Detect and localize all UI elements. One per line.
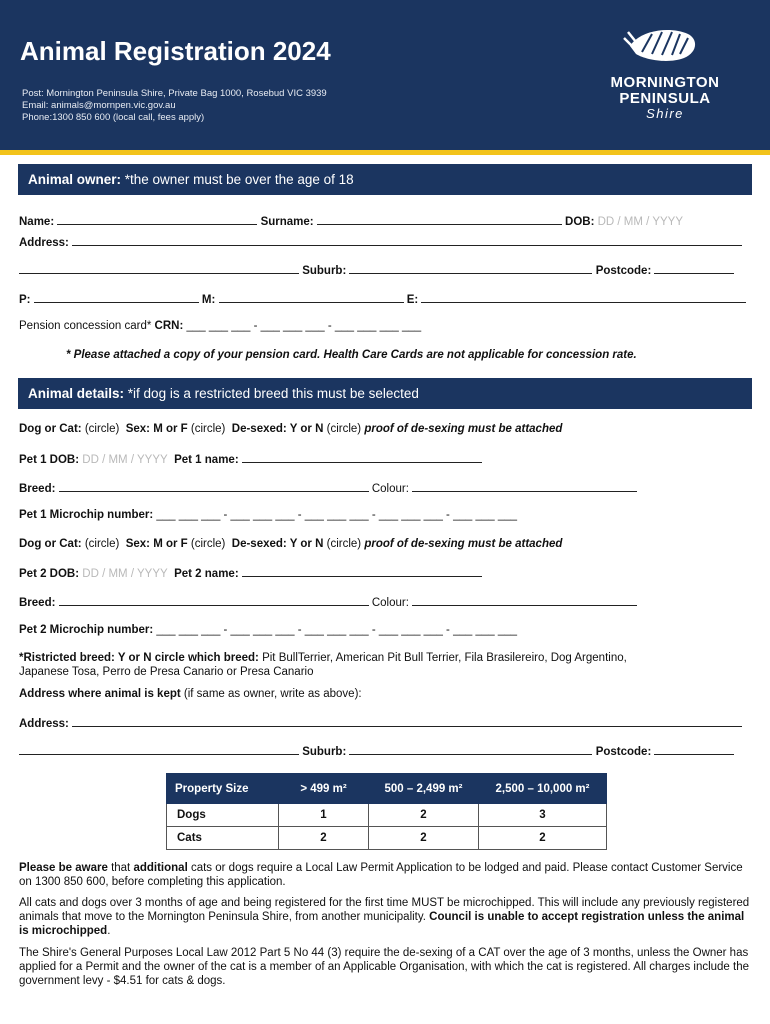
note-permit-bold-1: Please be aware [19,862,108,874]
table-cell: Cats [167,827,279,850]
email-label: E: [406,294,419,306]
note-desexing-text: The Shire's General Purposes Local Law 2012 Part 5 No 44 (3) require the de-sexing of a CAT over the age of 3 months, unless the Owner has applied for a Permit and the owner of the cat is a member of an Applicable Organisation, with which the cat is registered. All charges include the government levy - $4.51 for cats & dogs. [19,947,750,987]
table-row [167,804,607,827]
note-permit [19,861,754,889]
pet1-dob-field[interactable]: DD / MM / YYYY [82,454,168,466]
pet1-sex-circle-note: (circle) [190,423,226,435]
note-permit-text-2: cats or dogs require a Local Law Permit Application to be lodged and paid. Please contact Customer Service on 1300 850 600, before completing this application. [19,862,743,888]
contact-post: Post: Mornington Peninsula Shire, Private Bag 1000, Rosebud VIC 3939 [22,88,327,99]
owner-section-subtitle: *the owner must be over the age of 18 [124,172,354,187]
pet1-microchip-field[interactable]: ___ ___ ___ - ___ ___ ___ - ___ ___ ___ - ___ ___ ___ - ___ ___ ___ [156,509,518,521]
owner-contact-row [19,292,746,306]
table-header: 500 – 2,499 m² [369,774,479,804]
pet1-desexed-circle-note: (circle) [326,423,362,435]
pet2-desexed-note: proof of de-sexing must be attached [364,538,563,550]
shire-logo [590,24,740,134]
contact-email: Email: animals@mornpen.vic.gov.au [22,100,176,111]
table-cell: 2 [479,827,607,850]
pet2-sex-label[interactable]: Sex: M or F [125,538,188,550]
crn-field[interactable]: ___ ___ ___ - ___ ___ ___ - ___ ___ ___ ___ [186,320,422,332]
owner-dob-field[interactable]: DD / MM / YYYY [597,216,684,228]
restricted-breed-row-2 [19,666,313,678]
pet2-breed-field[interactable] [59,595,369,606]
suburb-field[interactable] [349,263,592,274]
pet1-microchip-label: Pet 1 Microchip number: [19,509,154,521]
pet1-desexed-note: proof of de-sexing must be attached [364,423,563,435]
pet2-microchip-row [19,624,517,636]
shell-icon [622,24,702,64]
kept-address-line-2-field[interactable] [19,744,299,755]
note-permit-bold-2: additional [133,862,188,874]
owner-dob-label: DOB: [565,216,595,228]
animal-section-subtitle: *if dog is a restricted breed this must be selected [127,386,419,401]
kept-suburb-field[interactable] [349,744,592,755]
pension-row [19,320,421,332]
kept-postcode-label: Postcode: [595,746,652,758]
note-permit-text-1: that [107,862,134,874]
pet2-sex-circle-note: (circle) [190,538,226,550]
gold-stripe [0,150,770,155]
pet2-name-field[interactable] [242,566,482,577]
mobile-label: M: [201,294,216,306]
kept-address-field-label: Address: [19,718,69,730]
pet2-desexed-circle-note: (circle) [326,538,362,550]
contact-phone: Phone:1300 850 600 (local call, fees apply) [22,112,205,123]
email-field[interactable] [421,292,746,303]
note-microchip-bold: Council is unable to accept registration unless the animal is microchipped [19,911,745,937]
header-banner [0,0,770,150]
kept-address-field[interactable] [72,716,742,727]
property-size-table [166,773,607,850]
note-desexing [19,946,754,988]
table-cell: 2 [279,827,369,850]
owner-name-row [19,214,683,228]
pet1-desexed-label[interactable]: De-sexed: Y or N [231,423,324,435]
surname-field[interactable] [317,214,562,225]
logo-line-2: PENINSULA [619,90,711,107]
phone-label: P: [19,294,31,306]
kept-address-heading [19,688,362,700]
restricted-breeds-list-1[interactable]: Pit BullTerrier, American Pit Bull Terrier, Fila Brasilereiro, Dog Argentino, [262,652,627,664]
pet2-name-label: Pet 2 name: [174,568,239,580]
phone-field[interactable] [34,292,199,303]
pet1-sex-label[interactable]: Sex: M or F [125,423,188,435]
animal-section-bar [18,378,752,409]
pet2-dog-or-cat-label[interactable]: Dog or Cat: [19,538,82,550]
postcode-field[interactable] [654,263,734,274]
restricted-breed-row [19,652,627,664]
table-cell: Dogs [167,804,279,827]
logo-line-1: MORNINGTON [610,74,720,91]
note-microchip [19,896,754,938]
address-label: Address: [19,237,69,249]
name-label: Name: [19,216,55,228]
restricted-breed-label: *Ristricted breed: Y or N circle which breed: [19,652,259,664]
owner-address-row [19,235,742,249]
suburb-label: Suburb: [302,265,347,277]
owner-section-title: Animal owner: [28,172,122,187]
pet2-desexed-label[interactable]: De-sexed: Y or N [231,538,324,550]
table-cell: 3 [479,804,607,827]
name-field[interactable] [57,214,257,225]
pet2-colour-label: Colour: [371,597,409,609]
pet1-dog-or-cat-label[interactable]: Dog or Cat: [19,423,82,435]
pet2-dob-row [19,566,482,580]
postcode-label: Postcode: [595,265,652,277]
pet2-breed-label: Breed: [19,597,56,609]
restricted-breeds-list-2[interactable]: Japanese Tosa, Perro de Presa Canario or Presa Canario [19,666,314,678]
pet2-dob-label: Pet 2 DOB: [19,568,80,580]
address-line-2-field[interactable] [19,263,299,274]
mobile-field[interactable] [219,292,404,303]
kept-suburb-row [19,744,734,758]
animal-section-title: Animal details: [28,386,125,401]
pet2-breed-row [19,595,637,609]
owner-section-bar [18,164,752,195]
kept-postcode-field[interactable] [654,744,734,755]
pet2-microchip-label: Pet 2 Microchip number: [19,624,154,636]
note-microchip-text: All cats and dogs over 3 months of age and being registered for the first time MUST be microchipped. This will include any previously registered animals that move to the Mornington Peninsula Shire, from another municipality. [19,897,750,923]
table-row [167,827,607,850]
pension-note: * Please attached a copy of your pension card. Health Care Cards are not applicable for concession rate. [66,349,637,361]
pet1-name-field[interactable] [242,452,482,463]
note-microchip-end: . [107,925,111,937]
pet2-type-row [19,538,562,550]
owner-suburb-row [19,263,734,277]
kept-address-row [19,716,742,730]
pet2-circle-note: (circle) [84,538,120,550]
pet1-colour-label: Colour: [371,483,409,495]
table-header: 2,500 – 10,000 m² [479,774,607,804]
pet2-colour-field[interactable] [412,595,637,606]
address-field[interactable] [72,235,742,246]
pet2-dob-field[interactable]: DD / MM / YYYY [82,568,168,580]
logo-line-3: Shire [646,106,684,121]
table-cell: 1 [279,804,369,827]
pet2-microchip-field[interactable]: ___ ___ ___ - ___ ___ ___ - ___ ___ ___ - ___ ___ ___ - ___ ___ ___ [156,624,518,636]
pet1-dob-row [19,452,482,466]
kept-address-label: Address where animal is kept [19,688,181,700]
pet1-colour-field[interactable] [412,481,637,492]
pet1-breed-row [19,481,637,495]
pet1-type-row [19,423,562,435]
crn-label: CRN: [154,320,184,332]
kept-suburb-label: Suburb: [302,746,347,758]
table-cell: 2 [369,827,479,850]
pet1-name-label: Pet 1 name: [174,454,239,466]
table-header: Property Size [167,774,279,804]
surname-label: Surname: [260,216,314,228]
pension-label: Pension concession card* [19,320,152,332]
pet1-dob-label: Pet 1 DOB: [19,454,80,466]
pet1-breed-field[interactable] [59,481,369,492]
pet1-microchip-row [19,509,517,521]
page-title: Animal Registration 2024 [20,36,331,66]
kept-address-note: (if same as owner, write as above): [183,688,362,700]
table-header: > 499 m² [279,774,369,804]
pet1-breed-label: Breed: [19,483,56,495]
pet1-circle-note: (circle) [84,423,120,435]
table-cell: 2 [369,804,479,827]
table-header-row [167,774,607,804]
